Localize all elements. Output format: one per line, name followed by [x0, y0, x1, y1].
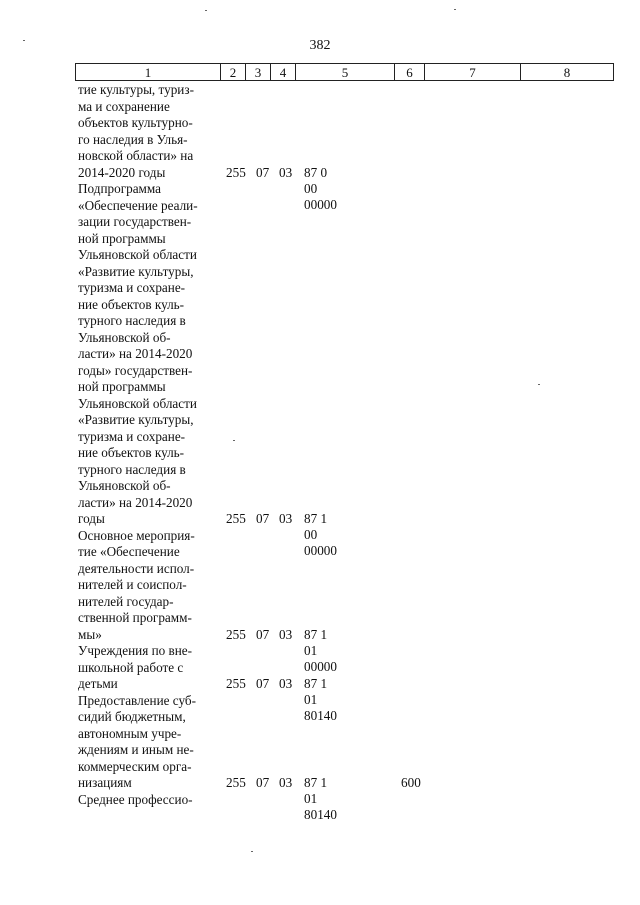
description-line: 2014-2020 годы	[78, 164, 166, 180]
row-c2: 255	[226, 511, 246, 526]
description-line: ной программы	[78, 230, 166, 246]
row-c5: 87 1 01 00000	[304, 626, 337, 674]
description-line: низациям	[78, 775, 132, 790]
description-line: ной программы	[78, 379, 166, 394]
row-description	[78, 792, 221, 809]
row-c5: 87 1 01 80140	[304, 676, 337, 723]
header-col-6: 6	[394, 63, 425, 81]
page-number: 382	[309, 38, 331, 53]
header-col-4: 4	[270, 63, 296, 81]
description-line: нителей государ-	[78, 593, 174, 609]
scan-speck	[233, 440, 235, 441]
description-line: ние объектов куль-	[78, 445, 185, 460]
description-line: Среднее профессио-	[78, 791, 193, 807]
description-line: коммерческим орга-	[78, 758, 192, 774]
description-line: автономным учре-	[78, 725, 182, 741]
description-line: детьми	[78, 676, 118, 691]
header-col-1: 1	[75, 63, 221, 81]
row-c5: 87 1 00 00000	[304, 511, 337, 558]
row-description	[78, 693, 221, 792]
description-line: деятельности испол-	[78, 560, 195, 576]
header-col-2: 2	[220, 63, 246, 81]
header-col-5: 5	[295, 63, 395, 81]
description-line: тие «Обеспечение	[78, 544, 180, 559]
row-description	[78, 643, 221, 693]
scan-speck	[538, 384, 540, 385]
description-line: зации государствен-	[78, 214, 192, 229]
description-line: школьной работе с	[78, 659, 184, 675]
row-c4: 03	[279, 626, 293, 642]
description-line: ственной программ-	[78, 610, 192, 625]
row-c5: 87 1 01 80140	[304, 775, 337, 822]
description-line: Учреждения по вне-	[78, 643, 193, 658]
scan-speck	[205, 10, 207, 11]
description-line: «Обеспечение реали-	[78, 197, 198, 213]
description-line: Подпрограмма	[78, 181, 162, 196]
header-col-3: 3	[245, 63, 271, 81]
row-c3: 07	[256, 164, 270, 180]
description-line: новской области» на	[78, 148, 194, 163]
description-line: нителей и соиспол-	[78, 577, 187, 592]
row-c4: 03	[279, 775, 293, 790]
description-line: Предоставление суб-	[78, 692, 197, 708]
row-description	[78, 82, 221, 181]
row-c3: 07	[256, 626, 270, 642]
description-line: ласти» на 2014-2020	[78, 494, 193, 510]
description-line: годы	[78, 511, 105, 526]
description-line: ждениям и иным не-	[78, 742, 194, 757]
row-c3: 07	[256, 676, 270, 691]
row-c2: 255	[226, 626, 246, 642]
description-line: ние объектов куль-	[78, 296, 185, 312]
description-line: Ульяновской об-	[78, 329, 171, 345]
description-line: туризма и сохране-	[78, 280, 186, 295]
scan-speck	[454, 9, 456, 10]
description-line: Основное мероприя-	[78, 527, 195, 543]
header-col-7: 7	[424, 63, 521, 81]
description-line: туризма и сохране-	[78, 428, 186, 444]
description-line: ласти» на 2014-2020	[78, 346, 193, 361]
row-c4: 03	[279, 676, 293, 691]
description-line: ма и сохранение	[78, 98, 170, 114]
description-line: «Развитие культуры,	[78, 412, 194, 427]
scan-speck	[251, 851, 253, 852]
row-c2: 255	[226, 164, 246, 180]
row-description	[78, 181, 221, 528]
row-c5: 87 0 00 00000	[304, 164, 337, 212]
description-line: «Развитие культуры,	[78, 263, 194, 279]
row-c3: 07	[256, 511, 270, 526]
description-line: мы»	[78, 626, 102, 642]
description-line: Ульяновской области	[78, 247, 197, 262]
description-line: сидий бюджетным,	[78, 709, 186, 724]
row-c4: 03	[279, 511, 293, 526]
row-c3: 07	[256, 775, 270, 790]
scan-speck	[23, 40, 25, 41]
row-description	[78, 528, 221, 644]
description-line: турного наследия в	[78, 461, 186, 477]
row-c2: 255	[226, 775, 246, 790]
description-line: го наследия в Улья-	[78, 131, 188, 147]
description-line: Ульяновской об-	[78, 478, 171, 493]
header-col-8: 8	[520, 63, 614, 81]
description-line: годы» государствен-	[78, 362, 193, 378]
row-c2: 255	[226, 676, 246, 691]
description-line: турного наследия в	[78, 313, 186, 328]
description-line: тие культуры, туриз-	[78, 82, 194, 97]
description-line: Ульяновской области	[78, 395, 197, 411]
description-line: объектов культурно-	[78, 115, 193, 130]
row-c6: 600	[401, 775, 421, 790]
row-c4: 03	[279, 164, 293, 180]
